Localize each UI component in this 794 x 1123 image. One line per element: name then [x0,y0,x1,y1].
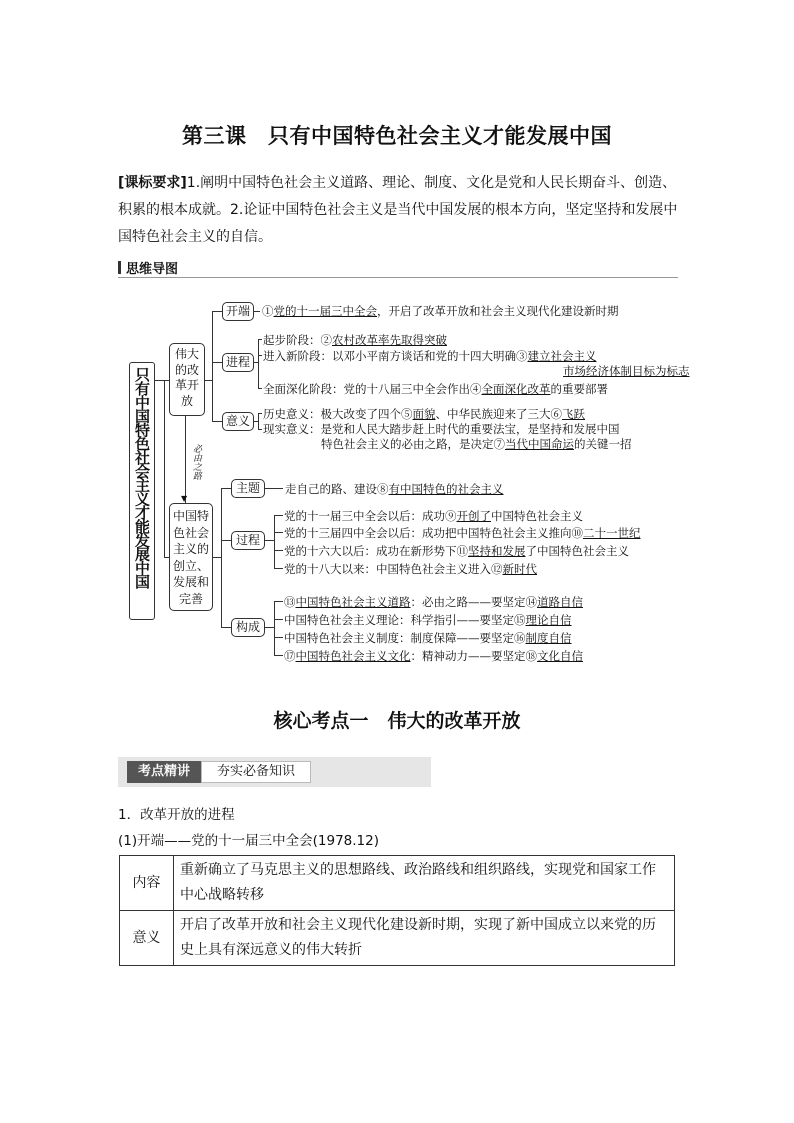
mindmap-header-label: 思维导图 [126,262,179,277]
b2-process-label: 过程 [235,533,260,547]
b1-process-label: 进程 [225,355,250,369]
meaning-line3: 特色社会主义的必由之路，是决定⑦当代中国命运的关键一招 [321,437,632,451]
composition-label: 构成 [235,620,260,634]
key-points-banner [118,757,431,787]
theme-text: 走自己的路、建设⑧有中国特色的社会主义 [285,482,504,496]
mindmap-section-header [118,258,678,278]
b1-process-line3: 全面深化阶段：党的十八届三中全会作出④全面深化改革的重要部署 [263,382,608,396]
meaning-line2: 现实意义：是党和人民大踏步赶上时代的重要法宝，是坚持和发展中国 [263,422,620,436]
composition-line2: 中国特色社会主义理论：科学指引——要坚定⑮理论自信 [284,613,572,627]
meaning-label: 意义 [225,414,250,428]
table-value: 重新确立了马克思主义的思想路线、政治路线和组织路线，实现党和国家工作中心战略转移 [174,856,675,911]
node-start [222,302,254,321]
node-b2-process [231,531,265,550]
table-value: 开启了改革开放和社会主义现代化建设新时期，实现了新中国成立以来党的历史上具有深远意义的伟大转折 [174,911,675,966]
banner-light-label: 夯实必备知识 [201,761,311,783]
point-subheading: (1)开端——党的十一届三中全会(1978.12) [118,833,379,849]
b1-process-line1: 起步阶段：②农村改革率先取得突破 [263,333,447,347]
theme-label: 主题 [235,481,260,495]
mindmap-root [129,362,155,620]
composition-line1: ⑬中国特色社会主义道路：必由之路——要坚定⑭道路自信 [284,595,583,609]
branch-reform-opening [169,343,205,416]
branch2-label: 中国特色社会主义的创立、发展和完善 [173,509,210,606]
page-title: 第三课 只有中国特色社会主义才能发展中国 [182,124,612,148]
branch-socialism-development [169,503,213,611]
requirement-text: 1.阐明中国特色社会主义道路、理论、制度、文化是党和人民长期奋斗、创造、积累的根本成就。2.论证中国特色社会主义是当代中国发展的根本方向，坚定坚持和发展中国特色社会主义的自信。 [118,175,678,245]
b1-process-line2b: 市场经济体制目标为标志 [563,364,690,378]
start-label: 开端 [225,304,250,318]
b2-process-line2: 党的十三届四中全会以后：成功把中国特色社会主义推向⑩二十一世纪 [284,526,641,540]
link-label: 必由之路 [191,444,201,480]
table-key: 意义 [120,911,174,966]
mindmap-root-label: 只有中国特色社会主义才能发展中国 [133,367,151,588]
banner-dark-label: 考点精讲 [127,761,201,783]
point-heading: 1．改革开放的进程 [118,807,235,823]
table-row [120,911,675,966]
content-table [119,855,675,966]
node-theme [231,479,265,498]
table-row [120,856,675,911]
arrow-down-icon: ▼ [181,494,188,503]
branch1-label: 伟大的改革开放 [174,347,199,408]
composition-line4: ⑰中国特色社会主义文化：精神动力——要坚定⑱文化自信 [284,649,583,663]
curriculum-requirement [118,170,678,251]
requirement-tag: [课标要求] [118,175,187,191]
node-composition [231,618,265,637]
b2-process-line1: 党的十一届三中全会以后：成功⑨开创了中国特色社会主义 [284,509,583,523]
start-text: ①党的十一届三中全会，开启了改革开放和社会主义现代化建设新时期 [262,304,619,318]
node-b1-process [222,353,254,372]
node-meaning [222,412,254,431]
table-key: 内容 [120,856,174,911]
b2-process-line3: 党的十六大以后：成功在新形势下⑪坚持和发展了中国特色社会主义 [284,544,629,558]
composition-line3: 中国特色社会主义制度：制度保障——要坚定⑯制度自信 [284,631,572,645]
b1-process-line2: 进入新阶段：以邓小平南方谈话和党的十四大明确③建立社会主义 [263,349,597,363]
section-title: 核心考点一 伟大的改革开放 [273,710,521,732]
section-bar-icon [118,261,121,274]
b2-process-line4: 党的十八大以来：中国特色社会主义进入⑫新时代 [284,562,537,576]
meaning-line1: 历史意义：极大改变了四个⑤面貌、中华民族迎来了三大⑥飞跃 [263,407,585,421]
